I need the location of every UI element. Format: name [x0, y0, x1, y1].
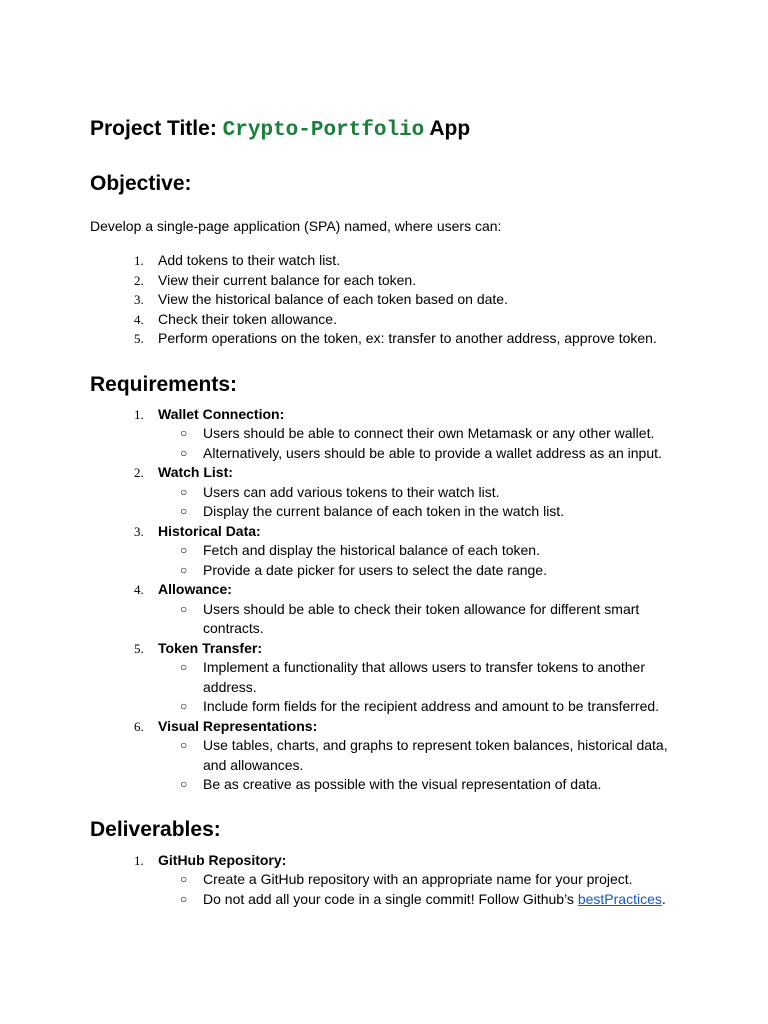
- bullet-icon: ○: [180, 484, 188, 499]
- requirements-heading: Requirements:: [90, 372, 238, 396]
- bullet-icon: ○: [180, 738, 188, 752]
- requirement-label: Watch List:: [158, 464, 233, 480]
- document-page: [90, 112, 690, 909]
- sub-item-text: Provide a date picker for users to select the date range.: [203, 561, 547, 578]
- sub-item: [158, 444, 690, 464]
- objective-item-text: Perform operations on the token, ex: transfer to another address, approve token.: [158, 330, 657, 346]
- list-number: 1.: [134, 852, 144, 868]
- bullet-icon: ○: [180, 699, 188, 713]
- sub-item: [158, 736, 690, 775]
- list-number: 5.: [134, 331, 144, 346]
- objective-item-text: Check their token allowance.: [158, 310, 337, 327]
- bullet-icon: ○: [180, 426, 188, 440]
- sub-item-text: Users should be able to check their token allowance for different smart contracts.: [203, 600, 640, 636]
- objective-item-text: View the historical balance of each token based on date.: [158, 291, 508, 307]
- sub-item-text-end: .: [661, 890, 666, 907]
- sub-list: [158, 736, 690, 795]
- requirements-list: [90, 405, 690, 795]
- list-number: 2.: [134, 465, 144, 480]
- list-number: 1.: [134, 406, 144, 422]
- sub-item-text: Users should be able to connect their own Metamask or any other wallet.: [203, 425, 655, 441]
- sub-list: [158, 658, 690, 717]
- list-number: 3.: [134, 523, 144, 539]
- sub-item-text: Display the current balance of each token in the watch list.: [203, 503, 565, 519]
- project-title-code: Crypto-Portfolio: [222, 119, 425, 142]
- requirement-item: [90, 717, 690, 795]
- list-number: 4.: [134, 582, 144, 597]
- requirement-label: Allowance:: [158, 581, 232, 597]
- objective-item: [90, 251, 690, 271]
- sub-list: [158, 483, 690, 522]
- sub-item-text: Use tables, charts, and graphs to represent token balances, historical data, and allowances.: [203, 737, 668, 773]
- sub-item: [158, 424, 690, 444]
- requirement-item: [90, 522, 690, 581]
- project-title-suffix: App: [424, 117, 471, 140]
- sub-list: [158, 600, 690, 639]
- requirement-item: [90, 405, 690, 464]
- objective-intro: Develop a single-page application (SPA) named, where users can:: [90, 218, 502, 234]
- objective-item: [90, 290, 690, 310]
- sub-list: [158, 541, 690, 580]
- requirement-item: [90, 580, 690, 639]
- objective-item: [90, 310, 690, 330]
- bullet-icon: ○: [180, 562, 188, 577]
- sub-item-text: Include form fields for the recipient address and amount to be transferred.: [203, 698, 660, 714]
- objective-list: [90, 251, 690, 349]
- deliverable-label: GitHub Repository:: [158, 851, 287, 868]
- bullet-icon: ○: [180, 504, 188, 518]
- requirement-label: Visual Representations:: [158, 717, 318, 734]
- sub-item-text: Users can add various tokens to their watch list.: [203, 483, 500, 500]
- bullet-icon: ○: [180, 660, 188, 674]
- sub-item: [158, 483, 690, 503]
- sub-item: [158, 502, 690, 522]
- objective-heading: Objective:: [90, 172, 192, 195]
- sub-item: [158, 890, 690, 910]
- list-number: 1.: [134, 253, 144, 268]
- objective-item: [90, 271, 690, 291]
- objective-item-text: View their current balance for each token.: [158, 271, 417, 288]
- requirement-label: Wallet Connection:: [158, 405, 285, 422]
- sub-item: [158, 697, 690, 717]
- sub-item-text: Create a GitHub repository with an appropriate name for your project.: [203, 871, 633, 887]
- sub-item: [158, 870, 690, 890]
- bullet-icon: ○: [180, 891, 188, 906]
- objective-item-text: Add tokens to their watch list.: [158, 252, 341, 268]
- sub-list: [158, 424, 690, 463]
- deliverable-item: [90, 851, 690, 910]
- bullet-icon: ○: [180, 777, 188, 791]
- deliverables-heading: Deliverables:: [90, 817, 221, 841]
- list-number: 5.: [134, 640, 144, 656]
- bullet-icon: ○: [180, 872, 188, 886]
- bullet-icon: ○: [180, 601, 188, 616]
- sub-item: [158, 541, 690, 561]
- list-number: 3.: [134, 292, 144, 307]
- sub-item-text: Do not add all your code in a single commit! Follow Github’s: [203, 890, 578, 907]
- deliverables-list: [90, 851, 690, 910]
- project-title-prefix: Project Title:: [90, 117, 223, 140]
- list-number: 4.: [134, 311, 144, 327]
- sub-item: [158, 561, 690, 581]
- objective-item: [90, 329, 690, 349]
- sub-item-text: Alternatively, users should be able to provide a wallet address as an input.: [203, 444, 662, 461]
- list-number: 6.: [134, 718, 144, 734]
- sub-list: [158, 870, 690, 909]
- requirement-label: Token Transfer:: [158, 639, 262, 656]
- sub-item-text: Fetch and display the historical balance of each token.: [203, 542, 540, 558]
- sub-item-text: Implement a functionality that allows users to transfer tokens to another address.: [203, 659, 646, 695]
- bullet-icon: ○: [180, 543, 188, 557]
- requirement-item: [90, 463, 690, 522]
- sub-item-text: Be as creative as possible with the visual representation of data.: [203, 776, 602, 792]
- best-practices-link[interactable]: bestPractices: [577, 890, 662, 907]
- bullet-icon: ○: [180, 445, 188, 460]
- requirement-label: Historical Data:: [158, 522, 261, 539]
- sub-item: [158, 600, 690, 639]
- requirement-item: [90, 639, 690, 717]
- list-number: 2.: [134, 272, 144, 288]
- project-title: [90, 112, 690, 148]
- sub-item: [158, 775, 690, 795]
- sub-item: [158, 658, 690, 697]
